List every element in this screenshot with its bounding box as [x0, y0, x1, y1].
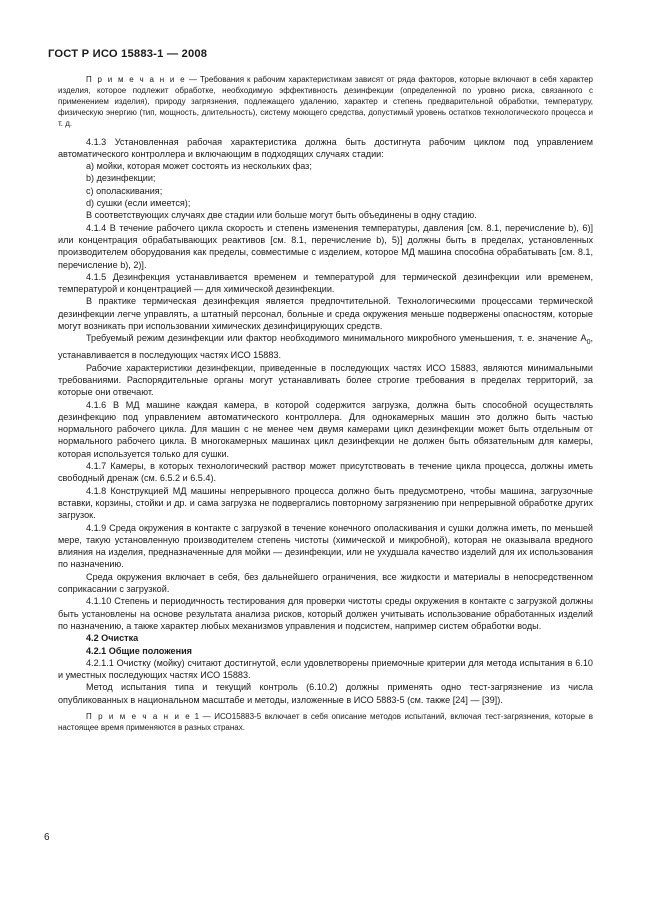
clause-4-2-1-1: 4.2.1.1 Очистку (мойку) считают достигнутой, если удовлетворены приемочные критерии для метода испытания в 6.10 и уместных последующих частях ИСО 15883.	[58, 657, 593, 681]
section-heading-4-2-1: 4.2.1 Общие положения	[86, 645, 192, 656]
note-label: П р и м е ч а н и е	[86, 75, 186, 84]
clause-4-1-8: 4.1.8 Конструкцией МД машины непрерывного процесса должно быть предусмотрено, чтобы машина, загрузочные вставки, корзины, стойки и др. и сама загрузка не подвергались повторному загрязнению при непрерывной обработке других загрузок.	[58, 485, 593, 521]
note-1-paragraph	[58, 712, 593, 734]
list-item-d: d) сушки (если имеется);	[86, 198, 191, 209]
page-number: 6	[44, 832, 50, 843]
note-1-text: 1 — ИСО15883-5 включает в себя описание методов испытаний, включая тест-загрязнения, которые в настоящее время применяются в разных странах.	[58, 712, 593, 732]
clause-4-1-3-note: В соответствующих случаях две стадии или больше могут быть объединены в одну стадию.	[86, 210, 477, 221]
a0-subscript: 0	[586, 339, 591, 347]
document-header: ГОСТ Р ИСО 15883-1 — 2008	[48, 48, 208, 60]
clause-4-1-9-environment: Среда окружения включает в себя, без дальнейшего ограничения, все жидкости и материалы в непосредственном соприкасании с загрузкой.	[58, 571, 593, 595]
mode-text-end: , устанавливается в последующих частях ИСО 15883.	[58, 333, 593, 361]
list-item-b: b) дезинфекции;	[86, 173, 156, 184]
clause-4-1-5-requirements: Рабочие характеристики дезинфекции, приведенные в последующих частях ИСО 15883, являются минимальными требованиями. Распорядительные органы могут устанавливать более строгие требования в пределах территорий, за которые они отвечают.	[58, 362, 593, 398]
clause-4-1-5: 4.1.5 Дезинфекция устанавливается временем и температурой для термической дезинфекции или временем, температурой и концентрацией — для химической дезинфекции.	[58, 271, 593, 295]
clause-4-1-9: 4.1.9 Среда окружения в контакте с загрузкой в течение конечного ополаскивания и сушки должна иметь, по меньшей мере, такую установленную производителем степень чистоты (химической и микробной), которая не оказывала вредного влияния на изделия, предназначенные для мойки — дезинфекции, или не ухудшала качество изделий для их использования по назначению.	[58, 522, 593, 570]
clause-4-1-5-practice: В практике термическая дезинфекция является предпочтительной. Технологическими процессами термической дезинфекции легче управлять, а штатный персонал, больные и среда окружения меньше подвержены опасностям, которые могут возникать при использовании химических дезинфицирующих средств.	[58, 296, 593, 331]
list-item-a: а) мойки, которая может состоять из нескольких фаз;	[86, 161, 312, 172]
clause-4-1-6: 4.1.6 В МД машине каждая камера, в которой содержится загрузка, должна быть способной осуществлять дезинфекцию под управлением автоматического контроллера. Для однокамерных машин это должно быть частью нормального рабочего цикла. Для машин с не менее чем двумя камерами цикл дезинфекции может быть отдельным от нормального рабочего цикла. В многокамерных машинах цикл дезинфекции не должен быть обязательным для камеры, которая используется только для сушки.	[58, 399, 593, 459]
clause-4-1-7: 4.1.7 Камеры, в которых технологический раствор может присутствовать в течение цикла процесса, должны иметь свободный дренаж (см. 6.5.2 и 6.5.4).	[58, 461, 593, 484]
section-heading-4-2: 4.2 Очистка	[86, 633, 139, 644]
note-paragraph	[58, 75, 593, 130]
clause-4-1-3: 4.1.3 Установленная рабочая характеристика должна быть достигнута рабочим циклом под управлением автоматического контроллера и включающим в подходящих случаях стадии:	[58, 136, 593, 159]
document-body	[58, 75, 593, 734]
clause-4-1-10: 4.1.10 Степень и периодичность тестирования для проверки чистоты среды окружения в контакте с загрузкой должны быть установлены на основе результата анализа рисков, который должен учитывать использование обработанных изделий по назначению, а также характер любых механизмов управления и подсистем, например систем обработки воды.	[58, 596, 593, 631]
note-text: — Требования к рабочим характеристикам зависят от ряда факторов, которые включают в себя характер изделия, которое подлежит обработке, необходимую эффективность дезинфекции (определенной по уровню риска, связанного с применением изделия), природу загрязнения, подлежащего удалению, характер и степень предварительной обработки, температуру, физическую энергию (тип, мощность, длительность), систему моющего средства, допустимый уровень остатков технологического процесса и т. д.	[58, 75, 593, 128]
list-item-c: с) ополаскивания;	[86, 185, 163, 196]
clause-4-2-1-1-method: Метод испытания типа и текущий контроль (6.10.2) должны применять одно тест-загрязнение из числа опубликованных в национальном масштабе и методы, изложенные в ИСО 5883-5 (см. также [24] — [39]).	[58, 682, 593, 705]
clause-4-1-5-mode	[58, 332, 593, 361]
clause-4-1-4: 4.1.4 В течение рабочего цикла скорость и степень изменения температуры, давления [см. 8.1, перечисление b), 6)] или концентрация обрабатывающих реактивов [см. 8.1, перечисление b), 5)] должны быть в пределах, установленных производителем оборудования как пределы, совместимые с изделием, которое МД машина способна обрабатывать [см. 8.1, перечисление b), 2)].	[58, 222, 593, 270]
mode-text-start: Требуемый режим дезинфекции или фактор необходимого минимального микробного уменьшения, т. е. значение A	[86, 333, 587, 344]
note-1-label: П р и м е ч а н и е	[86, 712, 192, 721]
